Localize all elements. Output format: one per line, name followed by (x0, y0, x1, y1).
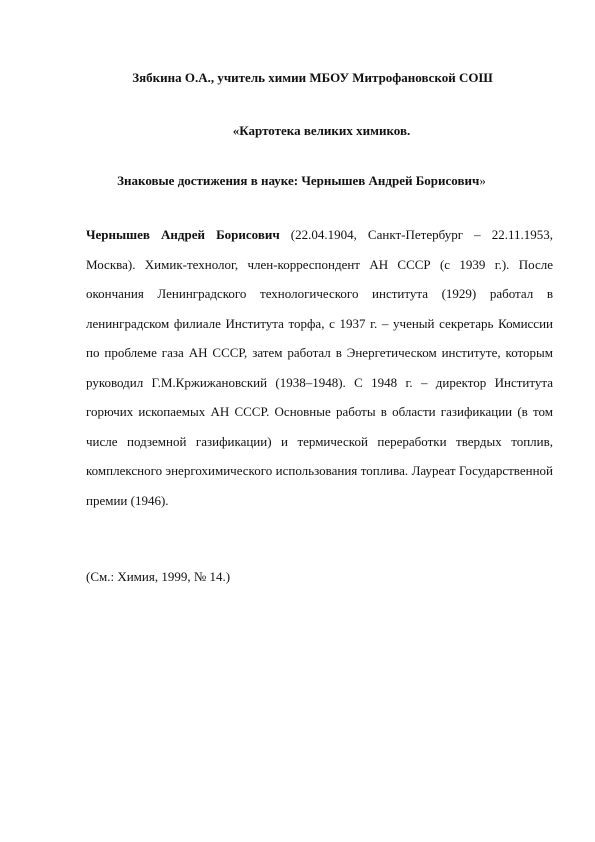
biography-text: (22.04.1904, Санкт-Петербург – 22.11.1953, Москва). Химик-технолог, член-корреспондент АН СССР (с 1939 г.). После окончания Ленинградского технологического института (1929) работал в ленинградском филиале Института торфа, с 1937 г. – ученый секретарь Комиссии по проблеме газа АН СССР, затем работал в Энергетическом институте, которым руководил Г.М.Кржижановский (1938–1948). С 1948 г. – директор Института горючих ископаемых АН СССР. Основные работы в области газификации (в том числе подземной газификации) и термической переработки твердых топлив, комплексного энергохимического использования топлива. Лауреат Государственной премии (1946). (86, 227, 553, 508)
article-title-line (0, 173, 595, 189)
article-title-close-quote: » (479, 173, 486, 188)
series-title: «Картотека великих химиков. (232, 123, 411, 138)
person-name: Чернышев Андрей Борисович (86, 227, 280, 242)
citation: (См.: Химия, 1999, № 14.) (86, 569, 231, 584)
author-line: Зябкина О.А., учитель химии МБОУ Митрофановской СОШ (132, 70, 493, 85)
biography-paragraph (86, 220, 553, 515)
article-title: Знаковые достижения в науке: Чернышев Андрей Борисович (117, 173, 480, 188)
